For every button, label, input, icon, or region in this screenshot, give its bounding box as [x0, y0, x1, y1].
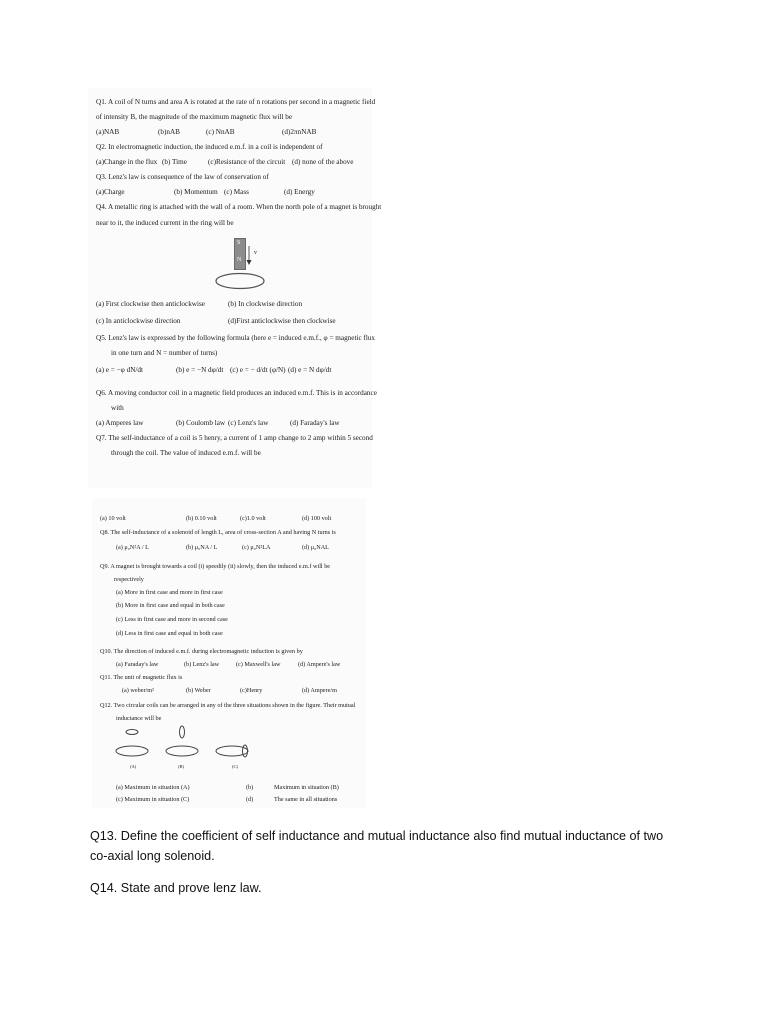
q12-text-line2: inductance will be: [116, 715, 162, 722]
q10-text: Q10. The direction of induced e.m.f. during electromagnetic induction is given by: [100, 648, 303, 655]
q12-option-d: The same in all situations: [274, 796, 338, 803]
q2-option-d: (d) none of the above: [292, 158, 354, 166]
q5-text-line1: Q5. Lenz's law is expressed by the following formula (here e = induced e.m.f., φ = magnetic flux: [96, 334, 376, 342]
q2-text: Q2. In electromagnetic induction, the induced e.m.f. in a coil is independent of: [96, 143, 323, 151]
q9-option-c: (c) Less in first case and more in second case: [116, 616, 228, 623]
magnet-south-label: S: [237, 240, 241, 246]
q4-option-a: (a) First clockwise then anticlockwise: [96, 300, 205, 308]
q3-option-b: (b) Momentum: [174, 188, 218, 196]
q8-option-a: (a) μ₀N²A / L: [116, 544, 149, 551]
figure-label-c: (C): [232, 764, 238, 769]
q6-option-d: (d) Faraday's law: [290, 419, 340, 427]
q5-option-c: (c) e = − d/dt (φ/N): [230, 366, 286, 374]
q5-option-d: (d) e = N dφ/dt: [288, 366, 332, 374]
figure-label-b: (B): [178, 764, 184, 769]
q2-option-a: (a)Change in the flux: [96, 158, 158, 166]
q1-option-b: (b)nAB: [158, 128, 180, 136]
q5-text-line2: in one turn and N = number of turns): [111, 349, 218, 357]
q9-option-a: (a) More in first case and more in first case: [116, 589, 223, 596]
q12-text-line1: Q12. Two circular coils can be arranged in any of the three situations shown in the figure. Their mutual: [100, 702, 356, 709]
q5-option-a: (a) e = −φ dN/dt: [96, 366, 143, 374]
q12-option-b-letter: (b): [246, 784, 254, 791]
q1-text-line2: of intensity B, the magnitude of the maximum magnetic flux will be: [96, 113, 293, 121]
q12-option-b: Maximum in situation (B): [274, 784, 339, 791]
q6-option-a: (a) Amperes law: [96, 419, 144, 427]
q9-text-line2: respectively: [114, 576, 144, 583]
q11-text: Q11. The unit of magnetic flux is: [100, 674, 183, 681]
q8-option-c: (c) μ₀N²LA: [242, 544, 271, 551]
q10-option-c: (c) Maxwell's law: [236, 661, 281, 668]
q7-option-b: (b) 0.10 volt: [186, 515, 217, 522]
figure-label-a: (A): [130, 764, 137, 769]
coil-arrangement-c: [216, 745, 248, 757]
q2-option-b: (b) Time: [162, 158, 187, 166]
q7-text-line2: through the coil. The value of induced e.m.f. will be: [111, 449, 261, 457]
q8-option-b: (b) μ₀NA / L: [186, 544, 218, 551]
q5-option-b: (b) e = −N dφ/dt: [176, 366, 224, 374]
q8-option-d: (d) μ₀NAL: [302, 544, 329, 551]
q6-text-line2: with: [111, 404, 124, 412]
q9-text-line1: Q9. A magnet is brought towards a coil (i) speedily (ii) slowly, then the induced e.m.f will be: [100, 563, 331, 570]
q11-option-a: (a) weber/m²: [122, 687, 154, 694]
q3-option-c: (c) Mass: [224, 188, 249, 196]
q2-option-c: (c)Resistance of the circuit: [208, 158, 286, 166]
q6-option-c: (c) Lenz's law: [228, 419, 269, 427]
q6-text-line1: Q6. A moving conductor coil in a magnetic field produces an induced e.m.f. This is in accordance: [96, 389, 377, 397]
q8-text: Q8. The self-inductance of a solenoid of length L, area of cross-section A and having N turns is: [100, 529, 336, 536]
q1-option-a: (a)NAB: [96, 128, 120, 136]
coil-arrangement-a: [116, 730, 148, 757]
q3-option-d: (d) Energy: [284, 188, 315, 196]
magnet-north-label: N: [237, 257, 242, 263]
q12-option-a: (a) Maximum in situation (A): [116, 784, 190, 791]
q3-text: Q3. Lenz's law is consequence of the law of conservation of: [96, 173, 269, 181]
q4-option-c: (c) In anticlockwise direction: [96, 317, 181, 325]
q11-option-c: (c)Henry: [240, 687, 263, 694]
q13-text-line1: Q13. Define the coefficient of self inductance and mutual inductance also find mutual inductance of two: [90, 829, 664, 843]
coil-arrangements-figure: [112, 722, 262, 762]
q1-option-d: (d)2πnNAB: [282, 128, 317, 136]
q1-option-c: (c) NnAB: [206, 128, 235, 136]
q11-option-d: (d) Ampere/m: [302, 687, 337, 694]
q7-option-c: (c)1.0 volt: [240, 515, 266, 522]
q9-option-d: (d) Less in first case and equal in both case: [116, 630, 223, 637]
q7-option-d: (d) 100 volt: [302, 515, 332, 522]
q11-option-b: (b) Weber: [186, 687, 211, 694]
q6-option-b: (b) Coulomb law: [176, 419, 226, 427]
q7-text-line1: Q7. The self-inductance of a coil is 5 henry, a current of 1 amp change to 2 amp within 5 second: [96, 434, 373, 442]
q10-option-d: (d) Ampere's law: [298, 661, 341, 668]
q7-option-a: (a) 10 volt: [100, 515, 126, 522]
bar-magnet: [234, 238, 246, 270]
velocity-label: v: [254, 250, 257, 256]
coil-arrangement-b: [166, 726, 198, 756]
q10-option-b: (b) Lenz's law: [184, 661, 220, 668]
q4-text-line1: Q4. A metallic ring is attached with the wall of a room. When the north pole of a magnet is brought: [96, 203, 382, 211]
q4-text-line2: near to it, the induced current in the ring will be: [96, 219, 234, 227]
q3-option-a: (a)Charge: [96, 188, 125, 196]
q12-option-d-letter: (d): [246, 796, 254, 803]
motion-arrow-icon: [246, 244, 258, 268]
q13-text-line2: co-axial long solenoid.: [90, 849, 215, 863]
q4-option-d: (d)First anticlockwise then clockwise: [228, 317, 336, 325]
q1-text-line1: Q1. A coil of N turns and area A is rotated at the rate of n rotations per second in a magnetic field: [96, 98, 376, 106]
q4-option-b: (b) In clockwise direction: [228, 300, 303, 308]
q10-option-a: (a) Faraday's law: [116, 661, 159, 668]
q12-option-c: (c) Maximum in situation (C): [116, 796, 190, 803]
q9-option-b: (b) More in first case and equal in both case: [116, 602, 225, 609]
q14-text: Q14. State and prove lenz law.: [90, 881, 262, 895]
metal-ring-icon: [214, 272, 266, 290]
